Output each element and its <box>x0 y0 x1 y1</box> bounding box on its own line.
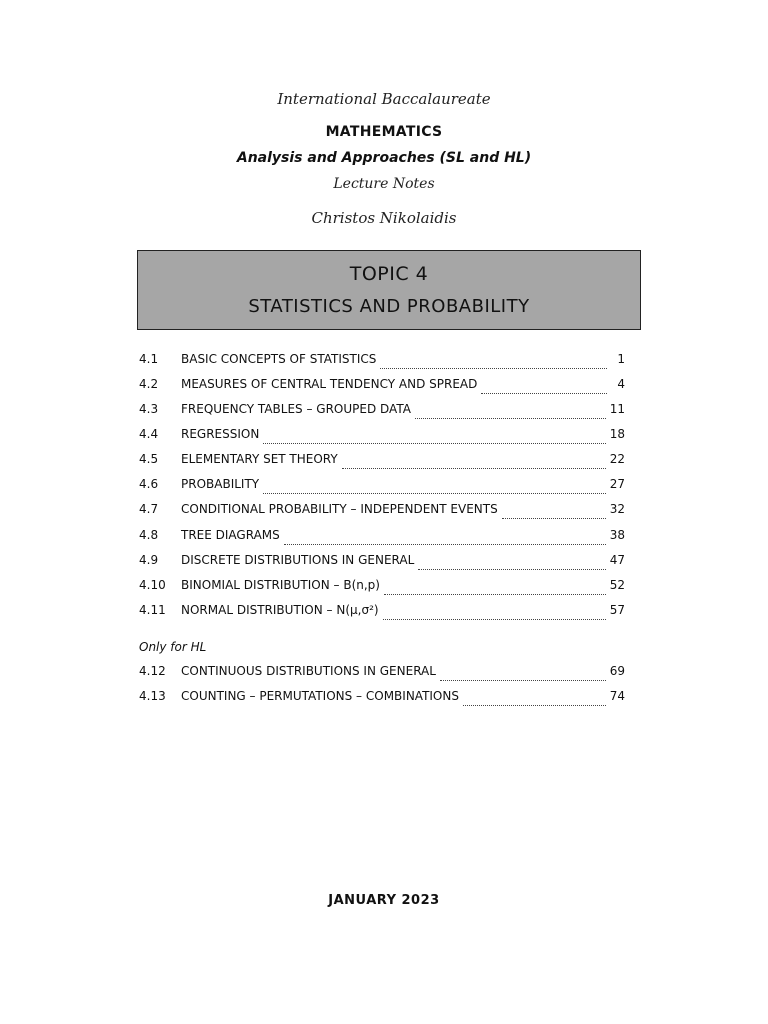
toc-entry-title: MEASURES OF CENTRAL TENDENCY AND SPREAD <box>181 377 478 391</box>
toc-entry[interactable] <box>139 427 625 447</box>
toc-entry-number: 4.3 <box>139 402 159 416</box>
hl-section-label: Only for HL <box>139 640 207 654</box>
toc-leader-dots <box>383 609 606 620</box>
toc-entry-number: 4.9 <box>139 553 159 567</box>
toc-entry-title: NORMAL DISTRIBUTION – N(μ,σ²) <box>181 603 379 617</box>
toc-entry-number: 4.5 <box>139 452 159 466</box>
toc-leader-dots <box>342 458 606 469</box>
toc-entry-number: 4.2 <box>139 377 159 391</box>
toc-entry-page: 4 <box>617 377 625 391</box>
toc-entry-title: BASIC CONCEPTS OF STATISTICS <box>181 352 377 366</box>
publication-date: JANUARY 2023 <box>328 893 440 908</box>
toc-entry-number: 4.1 <box>139 352 159 366</box>
toc-entry-title: CONDITIONAL PROBABILITY – INDEPENDENT EVENTS <box>181 502 498 516</box>
toc-entry-page: 74 <box>609 689 625 703</box>
toc-entry-number: 4.6 <box>139 477 159 491</box>
topic-banner <box>137 250 641 330</box>
toc-entry-number: 4.4 <box>139 427 159 441</box>
toc-entry-title: TREE DIAGRAMS <box>181 528 280 542</box>
toc-leader-dots <box>384 584 606 595</box>
toc-leader-dots <box>415 408 606 419</box>
toc-entry[interactable] <box>139 528 625 548</box>
toc-entry-title: PROBABILITY <box>181 477 260 491</box>
toc-entry-page: 11 <box>609 402 625 416</box>
toc-leader-dots <box>380 358 607 369</box>
toc-entry-number: 4.10 <box>139 578 166 592</box>
toc-entry[interactable] <box>139 502 625 522</box>
toc-leader-dots <box>263 483 606 494</box>
toc-entry-number: 4.11 <box>139 603 166 617</box>
toc-entry-title: COUNTING – PERMUTATIONS – COMBINATIONS <box>181 689 459 703</box>
toc-entry[interactable] <box>139 402 625 422</box>
toc-entry-title: DISCRETE DISTRIBUTIONS IN GENERAL <box>181 553 415 567</box>
topic-title: STATISTICS AND PROBABILITY <box>248 296 530 317</box>
toc-leader-dots <box>440 670 606 681</box>
institution-name: International Baccalaureate <box>277 90 491 108</box>
toc-entry-hl[interactable] <box>139 689 625 709</box>
toc-entry-page: 1 <box>617 352 625 366</box>
subject-title: MATHEMATICS <box>325 124 443 140</box>
toc-entry[interactable] <box>139 477 625 497</box>
toc-entry-number: 4.8 <box>139 528 159 542</box>
toc-leader-dots <box>418 559 605 570</box>
toc-entry[interactable] <box>139 603 625 623</box>
toc-entry-page: 69 <box>609 664 625 678</box>
toc-leader-dots <box>284 534 606 545</box>
toc-entry-page: 18 <box>609 427 625 441</box>
toc-entry-page: 52 <box>609 578 625 592</box>
toc-entry-page: 38 <box>609 528 625 542</box>
toc-entry-number: 4.7 <box>139 502 159 516</box>
toc-entry-page: 47 <box>609 553 625 567</box>
toc-entry-page: 27 <box>609 477 625 491</box>
toc-entry[interactable] <box>139 452 625 472</box>
toc-entry-title: ELEMENTARY SET THEORY <box>181 452 338 466</box>
toc-entry[interactable] <box>139 377 625 397</box>
toc-entry-page: 57 <box>609 603 625 617</box>
toc-entry-title: BINOMIAL DISTRIBUTION – B(n,p) <box>181 578 380 592</box>
toc-entry-title: FREQUENCY TABLES – GROUPED DATA <box>181 402 411 416</box>
topic-number: TOPIC 4 <box>349 263 429 285</box>
toc-entry-title: CONTINUOUS DISTRIBUTIONS IN GENERAL <box>181 664 436 678</box>
toc-entry[interactable] <box>139 578 625 598</box>
document-type: Lecture Notes <box>333 176 435 192</box>
toc-entry-page: 32 <box>609 502 625 516</box>
toc-entry[interactable] <box>139 352 625 372</box>
author-name: Christos Nikolaidis <box>311 209 457 227</box>
toc-entry-number: 4.13 <box>139 689 166 703</box>
toc-entry-number: 4.12 <box>139 664 166 678</box>
course-title: Analysis and Approaches (SL and HL) <box>236 150 532 166</box>
toc-entry-page: 22 <box>609 452 625 466</box>
toc-leader-dots <box>481 383 607 394</box>
toc-entry[interactable] <box>139 553 625 573</box>
toc-leader-dots <box>502 508 606 519</box>
toc-leader-dots <box>463 695 606 706</box>
toc-entry-title: REGRESSION <box>181 427 260 441</box>
toc-entry-hl[interactable] <box>139 664 625 684</box>
toc-leader-dots <box>263 433 605 444</box>
